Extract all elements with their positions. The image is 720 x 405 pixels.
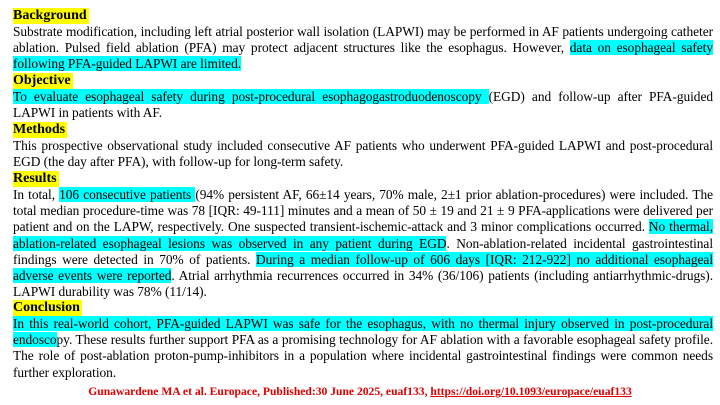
conclusion-paragraph	[13, 316, 713, 381]
citation-text: Gunawardene MA et al. Europace, Published:30 June 2025, euaf133,	[88, 385, 431, 398]
methods-heading: Methods	[13, 122, 66, 137]
doi-link[interactable]: https://doi.org/10.1093/europace/euaf133	[430, 385, 632, 398]
conclusion-highlight: In this real-world cohort, PFA-guided LAPWI was safe for the esophagus, with no thermal injury observed in post-procedural endosco	[13, 316, 713, 348]
objective-heading: Objective	[13, 73, 71, 88]
results-text-2: (94% persistent AF, 66±14 years, 70% male, 2±1 prior ablation-procedures) were included. The total median procedure-time was 78 [IQR: 49-111] minutes and a mean of 50 ± 19 and 21 ± 9 PFA-applications were delivered per patient and on the LAPW, respectively. One suspected transient-ischemic-attack and 3 minor complications occurred.	[13, 187, 713, 235]
conclusion-text: py. These results further support PFA as a promising technology for AF ablation with a favorable esophageal safety profile. The role of post-ablation proton-pump-inhibitors in a population where incidental gastrointestinal findings were common needs further exploration.	[13, 332, 713, 380]
background-paragraph	[13, 24, 713, 73]
conclusion-section	[13, 298, 713, 381]
methods-paragraph	[13, 138, 713, 170]
methods-section	[13, 120, 713, 170]
results-section	[13, 169, 713, 300]
results-highlight-2: No thermal, ablation-related esophageal lesions was observed in any patient during EGD	[13, 219, 713, 251]
results-highlight-3: During a median follow-up of 606 days [IQR: 212-922] no additional esophageal adverse events were reported	[13, 251, 713, 284]
results-text-3: . Non-ablation-related incidental gastrointestinal findings were detected in 70% of patients.	[13, 235, 713, 267]
results-text-4: . Atrial arrhythmia recurrences occurred in 34% (36/106) patients (including antiarrhythmic-drugs). LAPWI durability was 78% (11/14).	[13, 268, 714, 300]
objective-highlight: To evaluate esophageal safety during post-procedural esophagogastroduodenoscopy	[13, 89, 489, 104]
objective-paragraph	[13, 89, 713, 121]
objective-text: (EGD) and follow-up after PFA-guided LAPWI in patients with AF.	[13, 89, 713, 121]
background-text: Substrate modification, including left atrial posterior wall isolation (LAPWI) may be performed in AF patients undergoing catheter ablation. Pulsed field ablation (PFA) may protect adjacent structures like the esophagus. However,	[13, 24, 713, 56]
objective-section	[13, 71, 713, 121]
methods-text: This prospective observational study included consecutive AF patients who underwent PFA-guided LAPWI and post-procedural EGD (the day after PFA), with follow-up for long-term safety.	[13, 138, 713, 170]
results-text-1: In total,	[13, 187, 60, 202]
conclusion-heading: Conclusion	[13, 300, 80, 315]
results-paragraph	[13, 187, 713, 300]
background-highlight: data on esophageal safety following PFA-guided LAPWI are limited.	[13, 40, 713, 72]
citation-footer	[0, 385, 720, 398]
results-highlight-1: 106 consecutive patients	[59, 187, 196, 202]
results-heading: Results	[13, 171, 57, 186]
background-section	[13, 6, 713, 73]
background-heading: Background	[13, 8, 87, 23]
